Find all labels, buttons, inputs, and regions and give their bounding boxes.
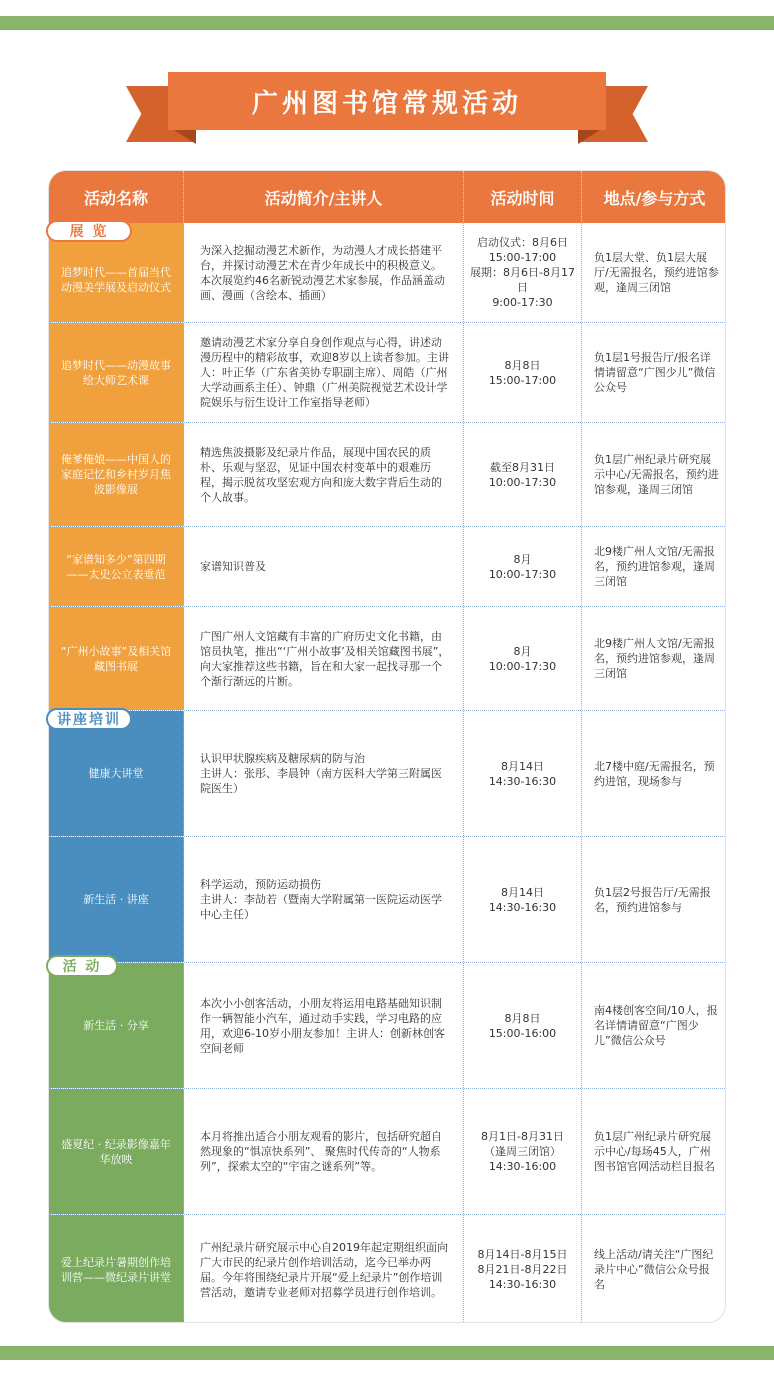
ribbon-banner [168,72,606,130]
activity-place: 负1层大堂、负1层大展厅/无需报名，预约进馆参观，逢周三闭馆 [594,251,719,294]
activity-time: 8月8日 15:00-16:00 [464,963,582,1088]
activity-name: 盛夏纪 · 纪录影像嘉年华放映 [49,1089,184,1214]
activity-time: 8月1日-8月31日 （逢周三闭馆） 14:30-16:00 [464,1089,582,1214]
activity-time: 截至8月31日 10:00-17:30 [464,423,582,526]
category-lecture-tag: 讲座培训 [46,708,132,730]
activity-desc: 认识甲状腺疾病及糖尿病的防与治 主讲人：张彤、李晨钟（南方医科大学第三附属医院医生） [184,711,464,836]
category-exhibition-tag: 展 览 [46,220,132,242]
table-header [49,171,726,223]
activity-name: 新生活 · 分享 [49,963,184,1088]
activity-desc: 本月将推出适合小朋友观看的影片，包括研究超自然现象的“惧凉快系列”、 聚焦时代传奇的“人物系列”，探索太空的“宇宙之谜系列”等。 [184,1089,464,1214]
table-row [49,711,726,837]
table-row [49,1089,726,1215]
activity-name: 俺爹俺娘——中国人的家庭记忆和乡村岁月焦波影像展 [49,423,184,526]
header-time: 活动时间 [464,171,582,223]
activity-name: 追梦时代——动漫故事绘大师艺术课 [49,323,184,422]
activity-desc: 邀请动漫艺术家分享自身创作观点与心得，讲述动漫历程中的精彩故事，欢迎8岁以上读者参加。主讲人：叶正华（广东省美协专职副主席）、周皓（广州大学动画系主任）、钟鼎（广州美院视觉艺术设计学院娱乐与衍生设计工作室指导老师） [184,323,464,422]
table-row [49,223,726,323]
table-row [49,837,726,963]
page-title: 广州图书馆常规活动 [251,88,522,119]
title-ribbon [0,58,774,148]
activity-place: 负1层广州纪录片研究展示中心/无需报名，预约进馆参观，逢周三闭馆 [594,453,719,496]
header-name: 活动名称 [49,171,184,223]
header-desc: 活动简介/主讲人 [184,171,464,223]
header-place: 地点/参与方式 [603,188,706,208]
activity-name: 爱上纪录片暑期创作培训营——微纪录片讲堂 [49,1215,184,1323]
activity-place: 负1层2号报告厅/无需报名，预约进馆参与 [594,885,711,914]
activity-desc: 为深入挖掘动漫艺术新作，为动漫人才成长搭建平台，并探讨动漫艺术在青少年成长中的积极意义。本次展览约46名新锐动漫艺术家参展，作品涵盖动画、漫画（含绘本、插画） [184,223,464,322]
activity-desc: 科学运动，预防运动损伤 主讲人：李劼若（暨南大学附属第一医院运动医学中心主任） [184,837,464,962]
activity-place: 线上活动/请关注“广图纪录片中心”微信公众号报名 [594,1248,714,1291]
activity-place: 负1层1号报告厅/报名详情请留意“广图少儿”微信公众号 [594,351,716,394]
activity-place: 负1层广州纪录片研究展示中心/每场45人，广州图书馆官网活动栏目报名 [594,1130,715,1173]
activity-place: 南4楼创客空间/10人，报名详情请留意“广图少儿”微信公众号 [594,1004,718,1047]
activity-place: 北7楼中庭/无需报名，预约进馆，现场参与 [594,759,715,788]
activity-time: 启动仪式：8月6日 15:00-17:00 展期：8月6日-8月17日 9:00-17:30 [464,223,582,322]
activity-table [48,170,726,1323]
bottom-stripe [0,1346,774,1360]
category-activity-tag: 活 动 [46,955,118,977]
activity-place: 北9楼广州人文馆/无需报名，预约进馆参观，逢周三闭馆 [594,545,715,588]
table-row [49,527,726,607]
activity-time: 8月14日 14:30-16:30 [464,711,582,836]
activity-desc: 本次小小创客活动，小朋友将运用电路基础知识制作一辆智能小汽车，通过动手实践，学习电路的应用，欢迎6-10岁小朋友参加！主讲人：创新林创客空间老师 [184,963,464,1088]
activity-desc: 广图广州人文馆藏有丰富的广府历史文化书籍，由馆员执笔，推出“‘广州小故事’及相关馆藏图书展”，向大家推荐这些书籍，旨在和大家一起找寻那一个个渐行渐远的片断。 [184,607,464,710]
activity-time: 8月 10:00-17:30 [464,607,582,710]
table-row [49,963,726,1089]
activity-name: 新生活 · 讲座 [49,837,184,962]
top-stripe [0,16,774,30]
activity-desc: 广州纪录片研究展示中心自2019年起定期组织面向广大市民的纪录片创作培训活动，迄今已举办两届。今年将围绕纪录片开展“爱上纪录片”创作培训营活动，邀请专业老师对招募学员进行创作培训。 [184,1215,464,1323]
activity-desc: 精选焦波摄影及纪录片作品，展现中国农民的质朴、乐观与坚忍，见证中国农村变革中的艰难历程，揭示脱贫攻坚宏观方向和庞大数字背后生动的个人故事。 [184,423,464,526]
activity-name: “家谱知多少”第四期——太史公立表垂范 [49,527,184,606]
table-row [49,1215,726,1323]
activity-time: 8月8日 15:00-17:00 [464,323,582,422]
table-row [49,607,726,711]
activity-time: 8月 10:00-17:30 [464,527,582,606]
activity-time: 8月14日 14:30-16:30 [464,837,582,962]
activity-name: “广州小故事”及相关馆藏图书展 [49,607,184,710]
table-row [49,323,726,423]
activity-desc: 家谱知识普及 [184,527,464,606]
table-row [49,423,726,527]
activity-name: 健康大讲堂 [49,711,184,836]
activity-name: 追梦时代——首届当代动漫美学展及启动仪式 [49,223,184,322]
activity-time: 8月14日-8月15日 8月21日-8月22日 14:30-16:30 [464,1215,582,1323]
activity-place: 北9楼广州人文馆/无需报名，预约进馆参观，逢周三闭馆 [594,637,715,680]
